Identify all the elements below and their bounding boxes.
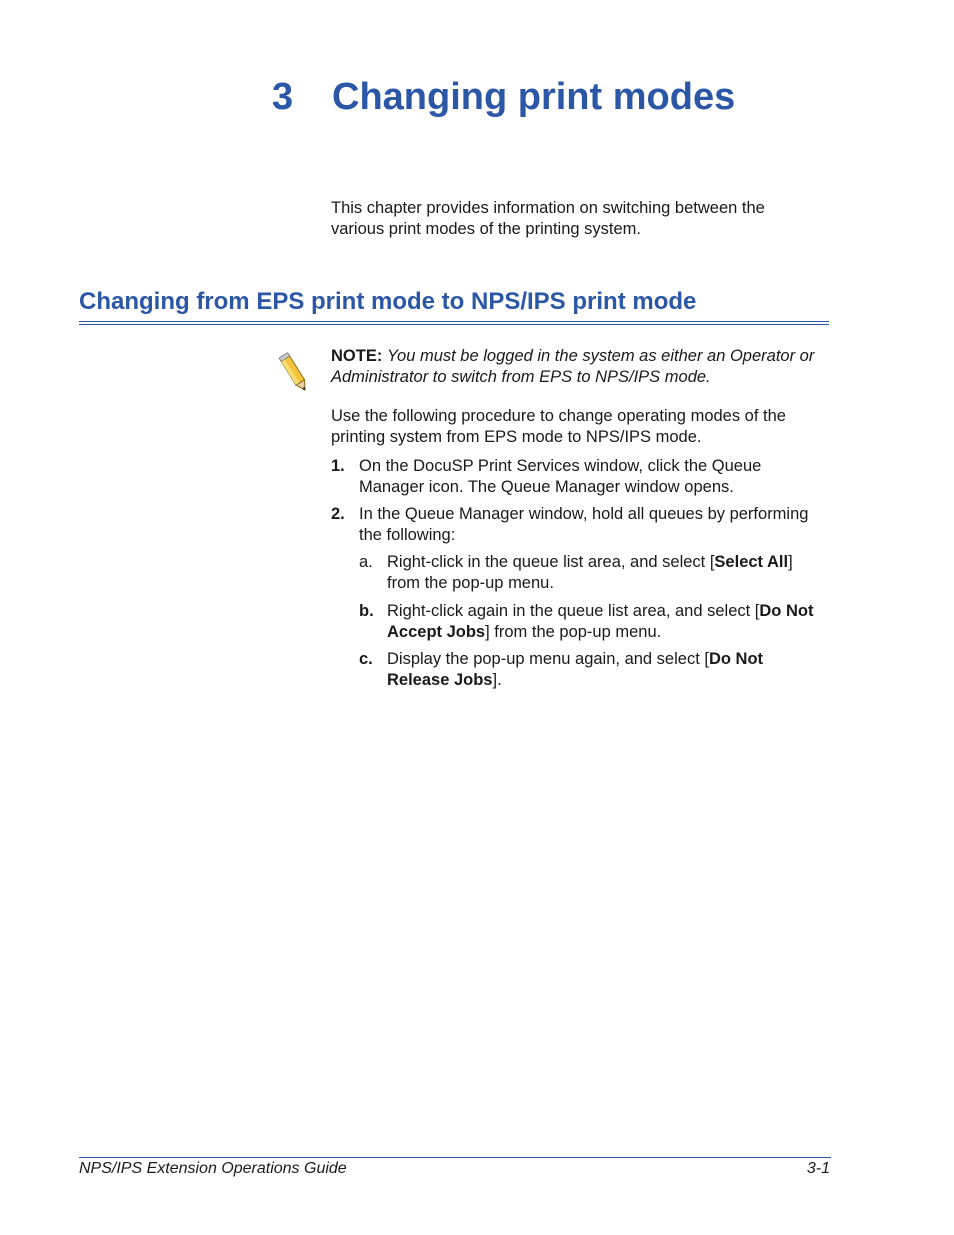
substep-line: from the pop-up menu. xyxy=(387,573,554,592)
footer-page-number: 3-1 xyxy=(806,1160,830,1177)
substep-text-post: ] from the pop-up menu. xyxy=(485,622,662,641)
substep-c xyxy=(359,649,829,691)
step-line: Manager icon. The Queue Manager window opens. xyxy=(359,477,734,496)
substep-b xyxy=(359,601,829,643)
substep-menu-option: Accept Jobs xyxy=(387,622,486,641)
pencil-icon xyxy=(278,352,312,396)
substep-text xyxy=(387,552,793,593)
substep-text-post: ] xyxy=(788,553,793,571)
substep-menu-option: Do Not xyxy=(708,650,764,668)
chapter-title-text: Changing print modes xyxy=(332,76,736,118)
step-line: In the Queue Manager window, hold all queues by performing xyxy=(359,505,809,523)
step-line: the following: xyxy=(359,525,456,544)
substep-text-pre: Right-click in the queue list area, and select [ xyxy=(387,553,715,571)
chapter-intro: This chapter provides information on switching between the various print modes of the printing system. xyxy=(331,199,765,238)
substep-text-pre: Right-click again in the queue list area, and select [ xyxy=(387,602,760,620)
chapter-number: 3 xyxy=(272,76,294,118)
step-1 xyxy=(331,456,801,498)
step-2 xyxy=(331,504,831,546)
section-divider xyxy=(79,321,829,325)
substep-marker: a. xyxy=(359,553,373,571)
note-label: NOTE: xyxy=(331,347,383,365)
chapter-title xyxy=(272,70,735,124)
section-heading: Changing from EPS print mode to NPS/IPS print mode xyxy=(79,288,697,315)
substep-a xyxy=(359,552,829,594)
substep-text-pre: Display the pop-up menu again, and select [ xyxy=(387,650,709,668)
note-text: You must be logged in the system as either an Operator or Administrator to switch from EPS to NPS/IPS mode. xyxy=(331,347,815,386)
footer-guide-title: NPS/IPS Extension Operations Guide xyxy=(79,1160,347,1177)
substep-marker: c. xyxy=(359,650,373,668)
substep-text xyxy=(387,601,813,642)
footer-divider xyxy=(79,1157,831,1158)
substep-menu-option: Release Jobs xyxy=(387,670,493,689)
note-block xyxy=(331,346,831,387)
substep-menu-option: Select All xyxy=(714,553,789,571)
substep-text xyxy=(387,649,763,690)
substep-text-post: ]. xyxy=(492,670,502,689)
substep-menu-option: Do Not xyxy=(759,602,814,620)
procedure-intro: Use the following procedure to change operating modes of the printing system from EPS mode to NPS/IPS mode. xyxy=(331,407,786,446)
step-marker: 2. xyxy=(331,505,345,523)
step-marker: 1. xyxy=(331,457,345,475)
step-text xyxy=(359,504,808,545)
substep-marker: b. xyxy=(359,602,374,620)
step-line: On the DocuSP Print Services window, click the Queue xyxy=(359,457,762,475)
step-text xyxy=(359,456,761,497)
